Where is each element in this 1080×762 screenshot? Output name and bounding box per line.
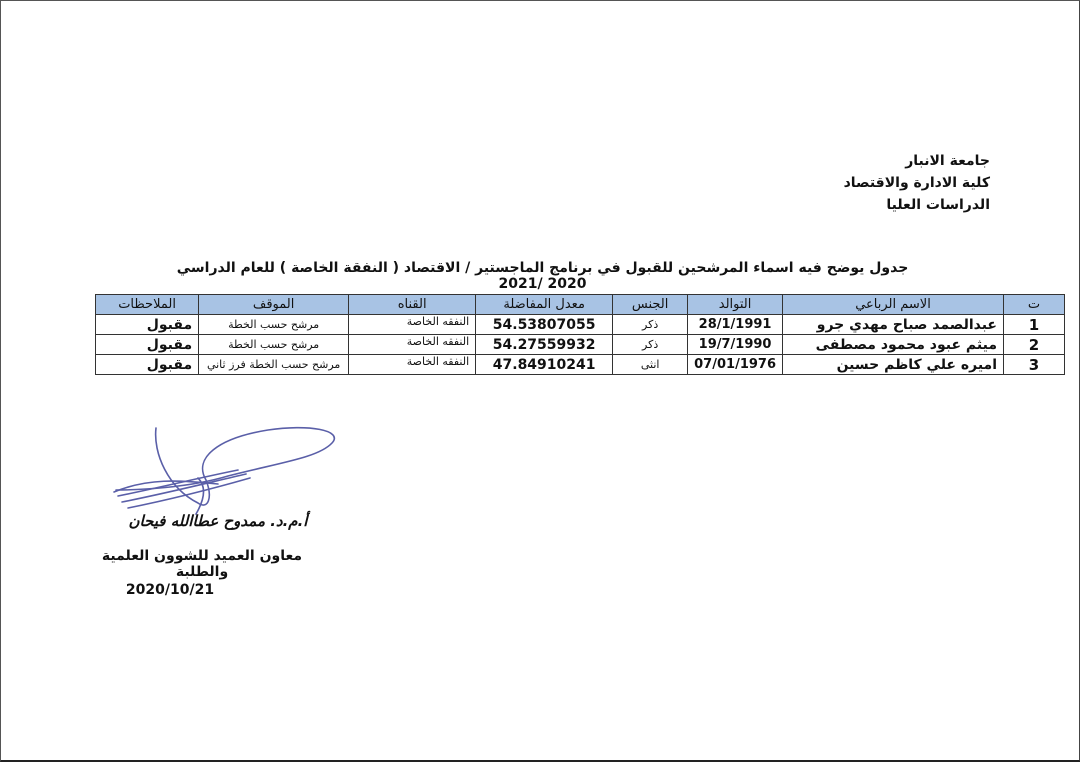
signatory-role: معاون العميد للشوون العلمية والطلبة: [101, 548, 303, 580]
document-date: 2020/10/21: [125, 582, 215, 598]
university-name: جامعة الانبار: [905, 153, 990, 169]
department-name: الدراسات العليا: [886, 197, 990, 213]
header-average: معدل المفاضلة: [476, 295, 613, 315]
table-header-row: [96, 295, 1065, 315]
cell-no: 3: [1004, 355, 1065, 375]
cell-position: مرشح حسب الخطة فرز ثاني: [199, 355, 349, 375]
cell-notes: مقبول: [96, 315, 199, 335]
cell-position: مرشح حسب الخطة: [199, 315, 349, 335]
table-row: [96, 315, 1065, 335]
cell-average: 47.84910241: [476, 355, 613, 375]
header-gender: الجنس: [613, 295, 688, 315]
letterhead: [844, 150, 990, 216]
signatory-name: أ.م.د. ممدوح عطاالله فيحان: [128, 512, 308, 530]
college-name: كلية الادارة والاقتصاد: [843, 175, 990, 191]
header-channel: القناه: [349, 295, 476, 315]
cell-name: اميره علي كاظم حسين: [783, 355, 1004, 375]
header-notes: الملاحظات: [96, 295, 199, 315]
cell-channel: النفقه الخاصة: [349, 355, 476, 375]
cell-dob: 19/7/1990: [688, 335, 783, 355]
cell-dob: 28/1/1991: [688, 315, 783, 335]
cell-gender: انثى: [613, 355, 688, 375]
cell-average: 54.53807055: [476, 315, 613, 335]
table-row: [96, 355, 1065, 375]
cell-no: 2: [1004, 335, 1065, 355]
cell-name: ميثم عبود محمود مصطفى: [783, 335, 1004, 355]
cell-dob: 07/01/1976: [688, 355, 783, 375]
table-title: جدول يوضح فيه اسماء المرشحين للقبول في برنامج الماجستير / الاقتصاد ( النفقة الخاصة ) للعام الدراسي 2020 /2021: [176, 260, 909, 292]
header-name: الاسم الرباعي: [783, 295, 1004, 315]
header-dob: التوالد: [688, 295, 783, 315]
header-position: الموقف: [199, 295, 349, 315]
cell-channel: النفقه الخاصة: [349, 315, 476, 335]
cell-notes: مقبول: [96, 335, 199, 355]
cell-position: مرشح حسب الخطة: [199, 335, 349, 355]
cell-no: 1: [1004, 315, 1065, 335]
cell-channel: النفقه الخاصة: [349, 335, 476, 355]
header-no: ت: [1004, 295, 1065, 315]
handwritten-signature: [108, 418, 344, 518]
cell-gender: ذكر: [613, 335, 688, 355]
table-row: [96, 335, 1065, 355]
cell-name: عبدالصمد صباح مهدي جرو: [783, 315, 1004, 335]
cell-notes: مقبول: [96, 355, 199, 375]
cell-average: 54.27559932: [476, 335, 613, 355]
cell-gender: ذكر: [613, 315, 688, 335]
candidates-table: [95, 294, 1065, 375]
